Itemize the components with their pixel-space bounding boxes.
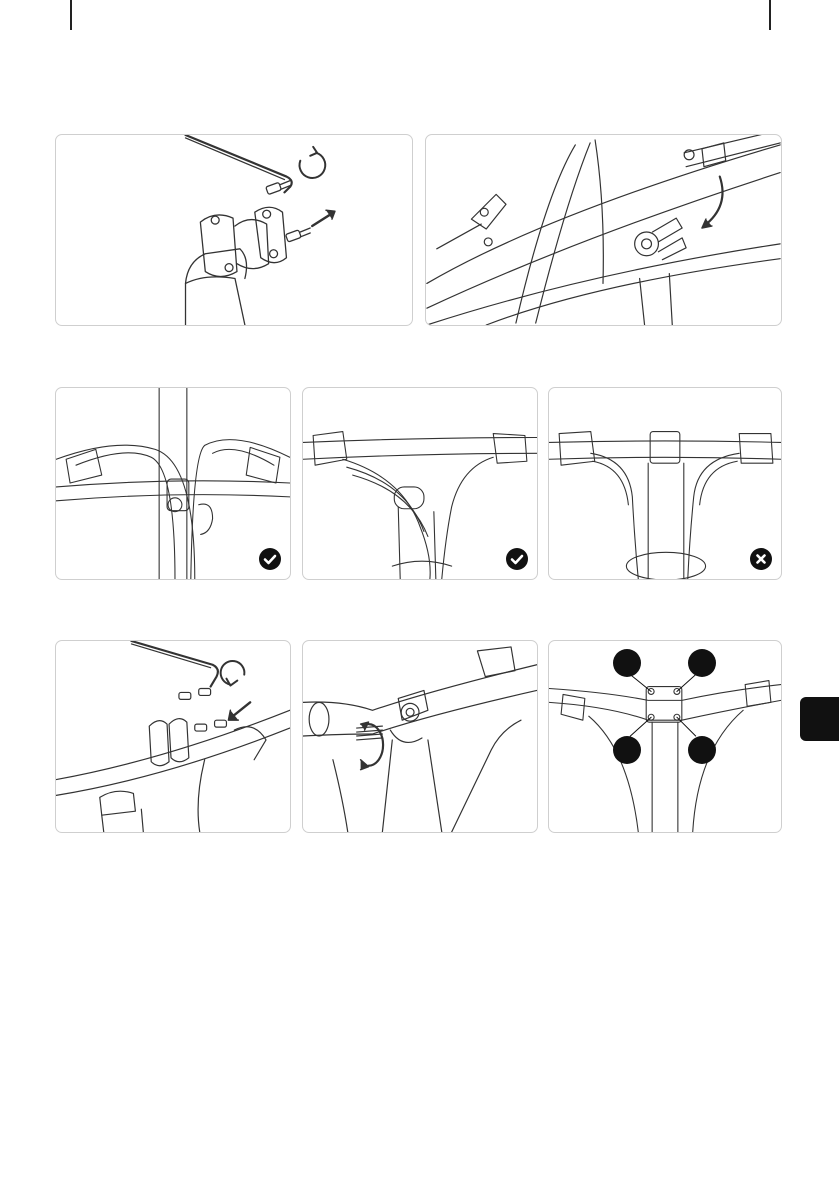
rotate-handlebar-illustration (303, 641, 537, 832)
install-bolts-illustration (56, 641, 290, 832)
panel-tighten-sequence (548, 640, 782, 833)
tighten-step-1 (613, 649, 641, 677)
crop-mark (769, 0, 771, 30)
tighten-sequence-illustration (549, 641, 781, 832)
panel-cable-routing-wrong (548, 387, 782, 580)
stem-clamp-illustration (56, 135, 412, 325)
tighten-step-4 (688, 736, 716, 764)
cable-routing-illustration-3 (549, 388, 781, 579)
crop-mark (70, 0, 72, 30)
panel-cable-routing-ok-1 (55, 387, 291, 580)
cable-routing-illustration-2 (303, 388, 537, 579)
frame-hanging-clamp-illustration (426, 135, 781, 325)
cable-routing-illustration-1 (56, 388, 290, 579)
panel-remove-clamp-bolts (55, 134, 413, 326)
panel-hang-stem-clamp (425, 134, 782, 326)
panel-rotate-handlebar (302, 640, 538, 833)
chapter-tab (800, 697, 839, 741)
panel-cable-routing-ok-2 (302, 387, 538, 580)
tighten-step-3 (613, 736, 641, 764)
check-circle-icon (506, 548, 528, 570)
panel-install-clamp-bolts (55, 640, 291, 833)
bolt-upper (266, 181, 291, 195)
cross-circle-icon (750, 548, 772, 570)
check-circle-icon (259, 548, 281, 570)
tighten-step-2 (688, 649, 716, 677)
